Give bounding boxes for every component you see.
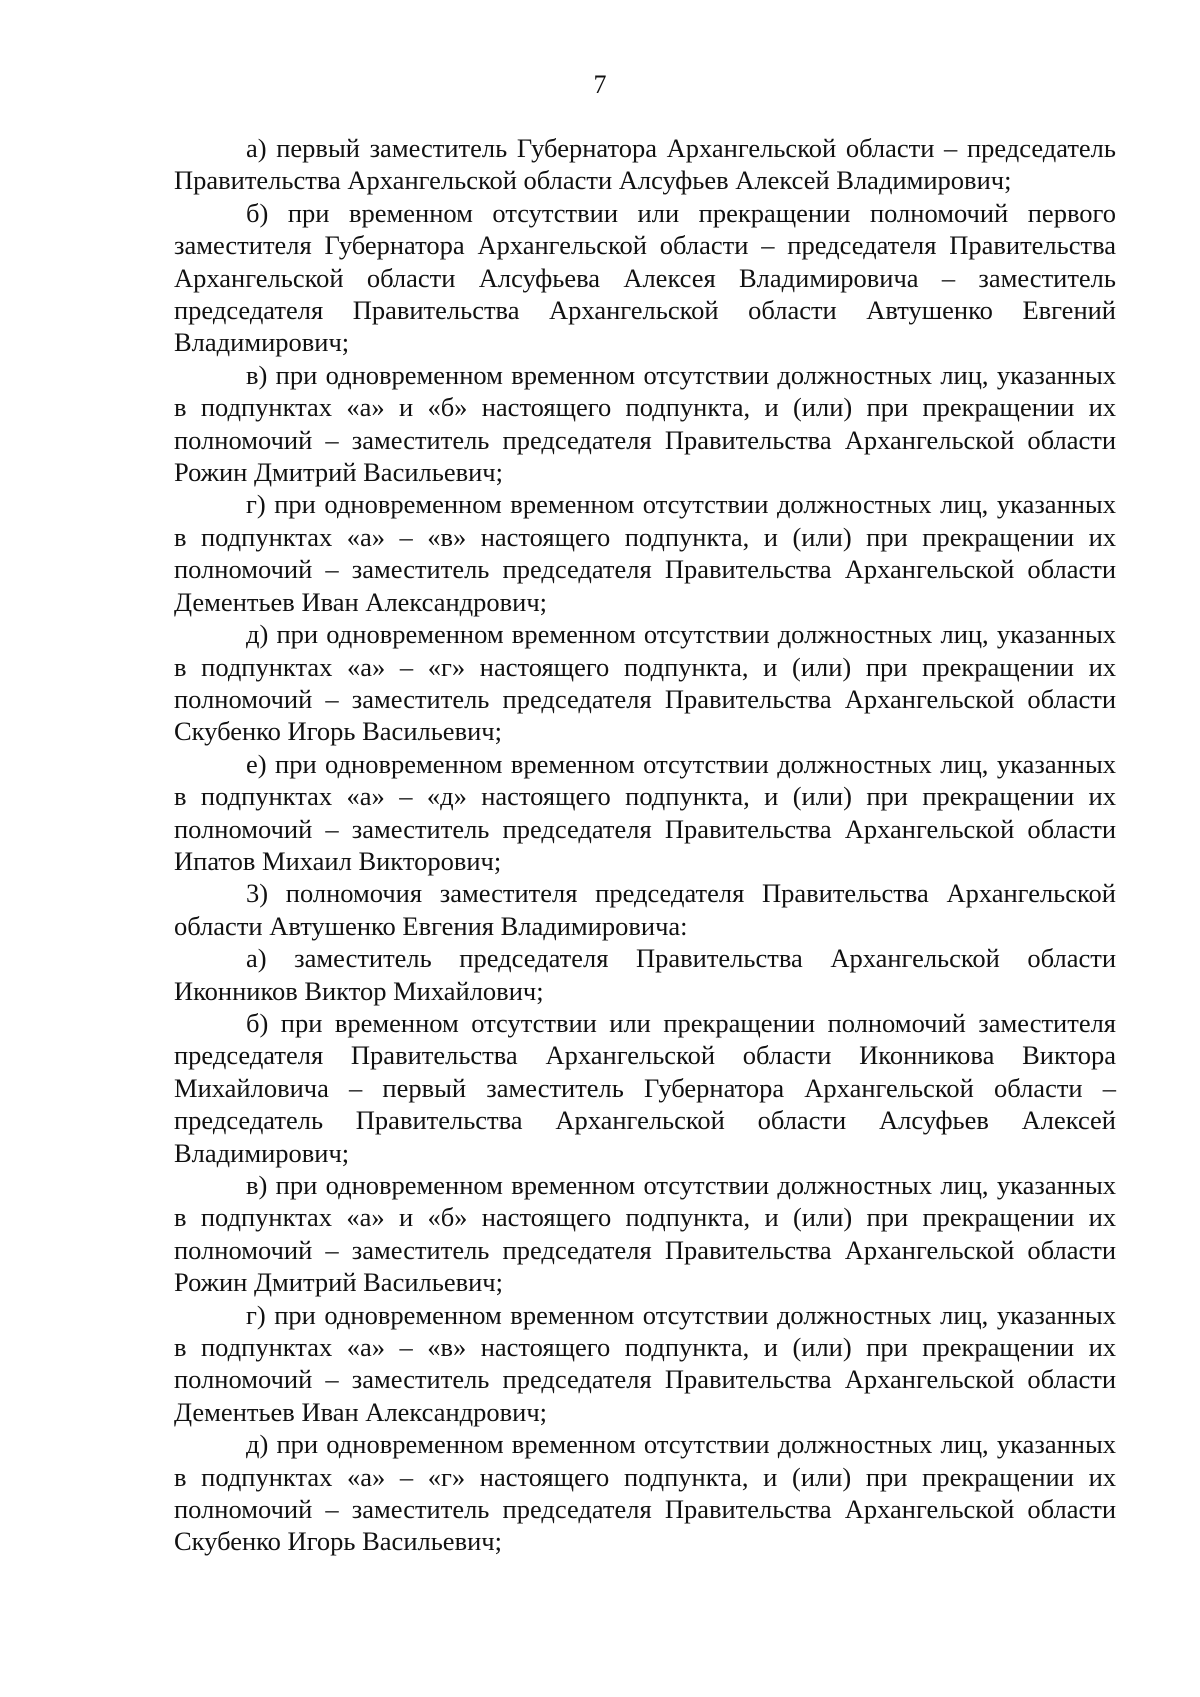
- paragraph: д) при одновременном временном отсутствии должностных лиц, указанных в подпунктах «а» – «г» настоящего подпункта, и (или) при прекращении их полномочий – заместитель председателя Правительства Архангельской области Скубенко Игорь Васильевич;: [174, 619, 1116, 747]
- paragraph: б) при временном отсутствии или прекращении полномочий заместителя председателя Правительства Архангельской области Иконникова Виктора Михайловича – первый заместитель Губернатора Архангельской области – председатель Правительства Архангельской области Алсуфьев Алексей Владимирович;: [174, 1007, 1116, 1168]
- paragraph: а) первый заместитель Губернатора Архангельской области – председатель Правительства Архангельской области Алсуфьев Алексей Владимирович;: [174, 133, 1116, 196]
- paragraph: д) при одновременном временном отсутствии должностных лиц, указанных в подпунктах «а» – «г» настоящего подпункта, и (или) при прекращении их полномочий – заместитель председателя Правительства Архангельской области Скубенко Игорь Васильевич;: [174, 1429, 1116, 1557]
- paragraph: б) при временном отсутствии или прекращении полномочий первого заместителя Губернатора Архангельской области – председателя Правительства Архангельской области Алсуфьева Алексея Владимировича – заместитель председателя Правительства Архангельской области Автушенко Евгений Владимирович;: [174, 197, 1116, 358]
- paragraph: е) при одновременном временном отсутствии должностных лиц, указанных в подпунктах «а» – «д» настоящего подпункта, и (или) при прекращении их полномочий – заместитель председателя Правительства Архангельской области Ипатов Михаил Викторович;: [174, 748, 1116, 876]
- paragraph: г) при одновременном временном отсутствии должностных лиц, указанных в подпунктах «а» – «в» настоящего подпункта, и (или) при прекращении их полномочий – заместитель председателя Правительства Архангельской области Дементьев Иван Александрович;: [174, 1299, 1116, 1427]
- document-body: [174, 132, 1116, 1558]
- paragraph: в) при одновременном временном отсутствии должностных лиц, указанных в подпунктах «а» и «б» настоящего подпункта, и (или) при прекращении их полномочий – заместитель председателя Правительства Архангельской области Рожин Дмитрий Васильевич;: [174, 1170, 1116, 1298]
- page-number: 7: [593, 70, 607, 99]
- paragraph: 3) полномочия заместителя председателя Правительства Архангельской области Автушенко Евгения Владимировича:: [174, 878, 1116, 941]
- paragraph: г) при одновременном временном отсутствии должностных лиц, указанных в подпунктах «а» – «в» настоящего подпункта, и (или) при прекращении их полномочий – заместитель председателя Правительства Архангельской области Дементьев Иван Александрович;: [174, 489, 1116, 617]
- paragraph: в) при одновременном временном отсутствии должностных лиц, указанных в подпунктах «а» и «б» настоящего подпункта, и (или) при прекращении их полномочий – заместитель председателя Правительства Архангельской области Рожин Дмитрий Васильевич;: [174, 359, 1116, 488]
- paragraph: а) заместитель председателя Правительства Архангельской области Иконников Виктор Михайлович;: [174, 943, 1116, 1006]
